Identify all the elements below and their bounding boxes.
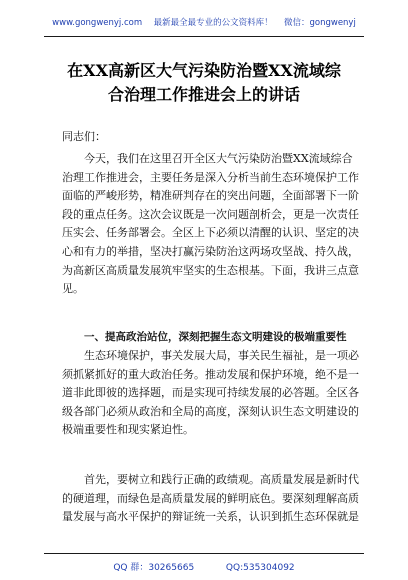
footer-qq-contact: QQ:535304092 bbox=[225, 563, 295, 573]
paragraph-section-1 bbox=[62, 347, 359, 440]
page-footer bbox=[0, 560, 408, 573]
paragraph-line: 首先，要树立和践行正确的政绩观。高质量发展是新时代 bbox=[84, 473, 359, 486]
paragraph-line: 的硬道理，而绿色是高质量发展的鲜明底色。要深刻理解高质 bbox=[62, 491, 359, 505]
paragraph-line: 心和有力的举措，坚决打赢污染防治这两场攻坚战、持久战， bbox=[62, 244, 359, 258]
header-divider bbox=[44, 36, 364, 37]
greeting: 同志们： bbox=[62, 130, 106, 143]
paragraph-line: 级各部门必须从政治和全局的高度，深刻认识生态文明建设的 bbox=[62, 404, 359, 418]
paragraph-line: 段的重点任务。这次会议既是一次问题剖析会，更是一次责任 bbox=[62, 207, 359, 221]
page-header bbox=[0, 16, 408, 28]
paragraph-line: 见。 bbox=[62, 282, 84, 296]
header-wechat: 微信：gongwenyj bbox=[283, 18, 356, 28]
document-title bbox=[40, 59, 368, 107]
paragraph-line: 压实会、任务部署会。全区上下必须以清醒的认识、坚定的决 bbox=[62, 226, 359, 240]
paragraph-first-point bbox=[62, 471, 359, 527]
paragraph-line: 为高新区高质量发展筑牢坚实的生态根基。下面，我讲三点意 bbox=[62, 263, 359, 277]
paragraph-line: 量发展与高水平保护的辩证统一关系，认识到抓生态环保就是 bbox=[62, 510, 359, 524]
footer-qq-group: QQ 群：30265665 bbox=[113, 563, 195, 573]
header-site-link[interactable]: www.gongwenyj.com bbox=[52, 18, 143, 28]
title-line-2: 合治理工作推进会上的讲话 bbox=[107, 85, 300, 104]
paragraph-intro bbox=[62, 150, 359, 299]
paragraph-line: 道非此即彼的选择题，而是实现可持续发展的必答题。全区各 bbox=[62, 386, 359, 400]
header-slogan: 最新最全最专业的公文资料库！ bbox=[153, 18, 273, 28]
paragraph-line: 面临的严峻形势，精准研判存在的突出问题，全面部署下一阶 bbox=[62, 189, 359, 203]
paragraph-line: 今天，我们在这里召开全区大气污染防治暨XX流域综合 bbox=[84, 152, 353, 165]
section-heading-1: 一、提高政治站位，深刻把握生态文明建设的极端重要性 bbox=[84, 331, 347, 343]
paragraph-line: 须抓紧抓好的重大政治任务。推动发展和保护环境，绝不是一 bbox=[62, 367, 359, 381]
footer-divider bbox=[44, 553, 364, 554]
title-line-1: 在XX高新区大气污染防治暨XX流域综 bbox=[67, 61, 341, 80]
paragraph-line: 生态环境保护，事关发展大局，事关民生福祉，是一项必 bbox=[84, 349, 359, 362]
paragraph-line: 治理工作推进会，主要任务是深入分析当前生态环境保护工作 bbox=[62, 170, 359, 184]
paragraph-line: 极端重要性和现实紧迫性。 bbox=[62, 423, 194, 437]
